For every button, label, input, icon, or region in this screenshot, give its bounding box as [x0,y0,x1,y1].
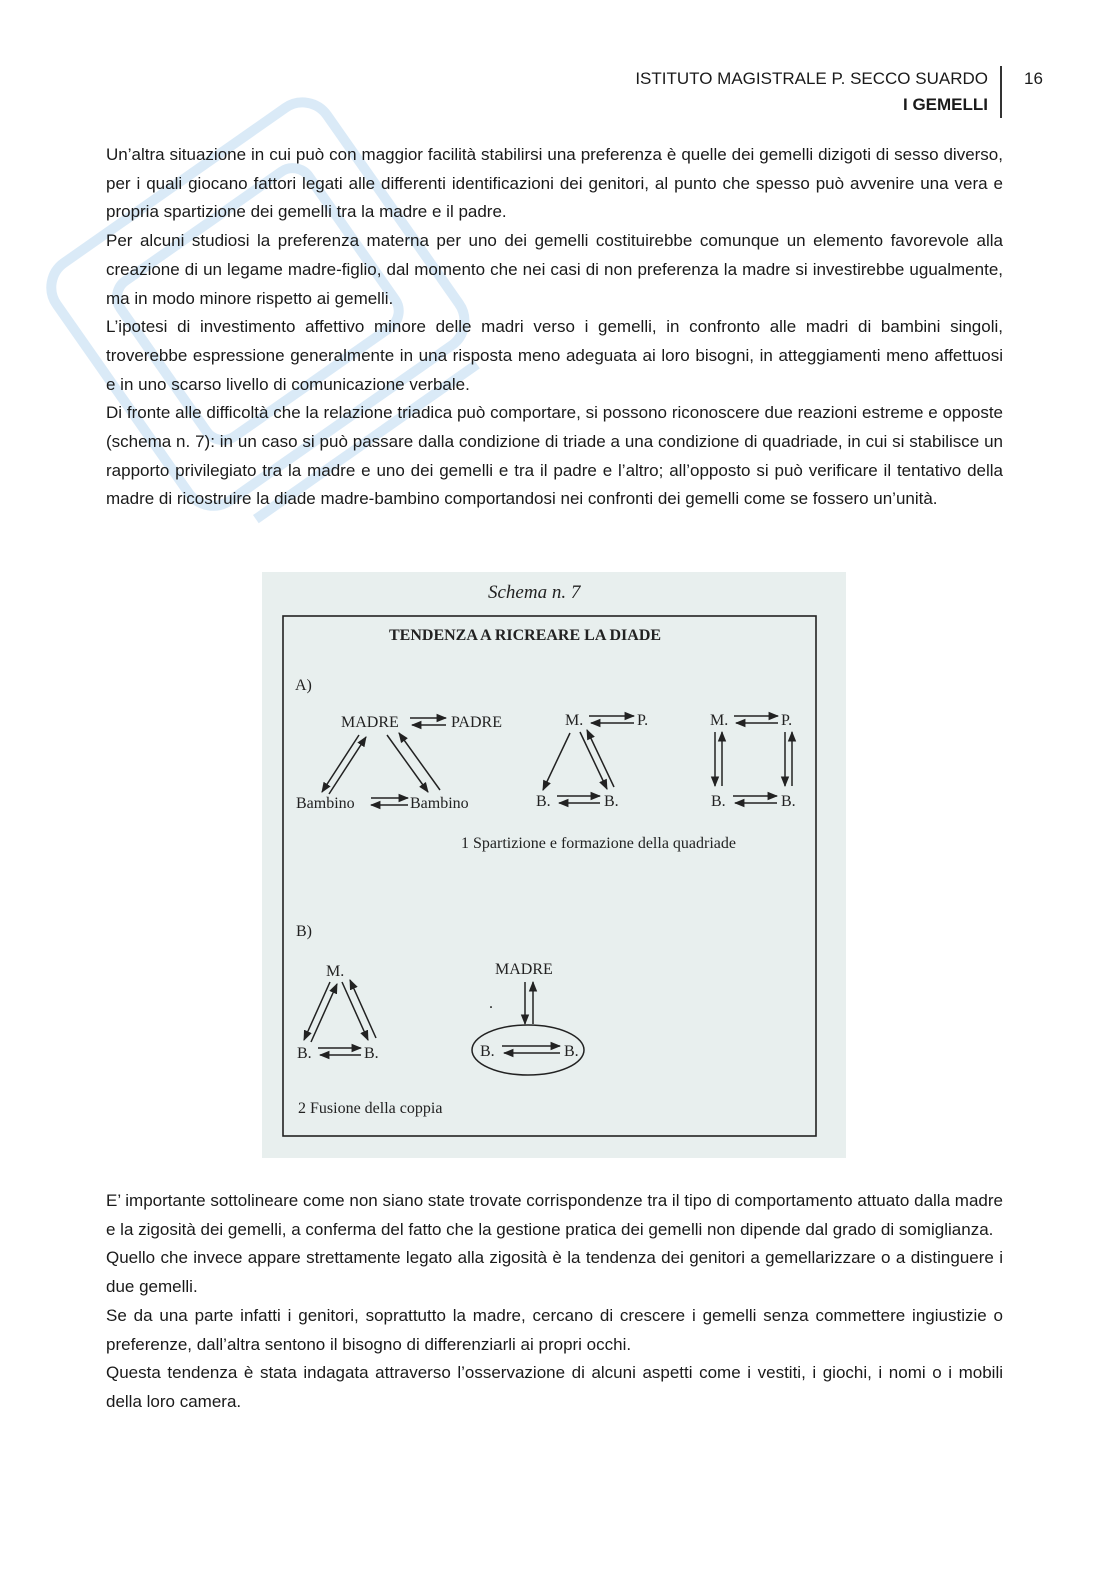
label-fusione: 2 Fusione della coppia [298,1100,443,1117]
paragraph: Di fronte alle difficoltà che la relazione triadica può comportare, si possono riconoscere due reazioni estreme e opposte (schema n. 7): in un caso si può passare dalla condizione di triade a una condizione di quadriade, in cui si stabilisce un rapporto privilegiato tra la madre e uno dei gemelli e tra il padre e l’altro; all’opposto si può verificare il tentativo della madre di ricostruire la diade madre-bambino comportandosi nei confronti dei gemelli come se fossero un’unità. [106,403,1003,509]
paragraph: Se da una parte infatti i genitori, soprattutto la madre, cercano di crescere i gemelli senza commettere ingiustizie o preferenze, dall’altra sentono il bisogno di differenziarli ai propri occhi. [106,1305,1003,1354]
label-quadriade: 1 Spartizione e formazione della quadriade [461,835,736,852]
node-b-b2-right: B. [564,1043,579,1060]
arrows-b1 [304,980,376,1055]
node-padre: PADRE [451,714,502,731]
node-b-a3-left: B. [711,793,726,810]
arrows-a3 [715,716,792,803]
schema-title: TENDENZA A RICREARE LA DIADE [389,627,662,644]
page-header [635,66,1002,118]
section-a-label: A) [295,677,312,694]
body-text-top [106,141,1003,514]
node-bambino-left: Bambino [296,795,355,812]
schema-figure [262,572,846,1158]
body-text-bottom [106,1187,1003,1417]
page-number: 16 [1024,69,1043,88]
node-b-a2-right: B. [604,793,619,810]
node-b-a2-left: B. [536,793,551,810]
node-b-b1-left: B. [297,1045,312,1062]
node-madre: MADRE [341,714,399,731]
schema-dot: . [489,995,493,1012]
schema-caption: Schema n. 7 [488,582,581,603]
paragraph: Questa tendenza è stata indagata attraverso l’osservazione di alcuni aspetti come i vestiti, i giochi, i nomi o i mobili della loro camera. [106,1363,1003,1411]
node-b-b1-right: B. [364,1045,379,1062]
paragraph: Un’altra situazione in cui può con maggior facilità stabilirsi una preferenza è quelle dei gemelli dizigoti di sesso diverso, per i quali giocano fattori legati alle differenti identificazioni dei genitori, al punto che spesso può avvenire una vera e propria spartizione dei gemelli tra la madre e il padre. [106,145,1003,222]
node-m-b1: M. [326,963,345,980]
paragraph: Per alcuni studiosi la preferenza materna per uno dei gemelli costituirebbe comunque un elemento favorevole alla creazione di un legame madre-figlio, dal momento che nei casi di non preferenza la madre si investirebbe ugualmente, ma in modo minore rispetto ai gemelli. [106,231,1003,308]
paragraph: L’ipotesi di investimento affettivo minore delle madri verso i gemelli, in confronto alle madri di bambini singoli, troverebbe espressione generalmente in una risposta meno adeguata ai loro bisogni, in atteggiamenti meno affettuosi e in uno scarso livello di comunicazione verbale. [106,317,1003,394]
header-institute: ISTITUTO MAGISTRALE P. SECCO SUARDO [635,69,988,88]
node-m-a3: M. [710,712,729,729]
header-section: I GEMELLI [903,95,988,114]
paragraph: E’ importante sottolineare come non siano state trovate corrispondenze tra il tipo di comportamento attuato dalla madre e la zigosità dei gemelli, a conferma del fatto che la gestione pratica dei gemelli non dipende dal grado di somiglianza. [106,1191,1003,1239]
node-b-b2-left: B. [480,1043,495,1060]
node-b-a3-right: B. [781,793,796,810]
node-bambino-right: Bambino [410,795,469,812]
node-p-a3: P. [781,712,793,729]
arrows-a2 [543,716,634,803]
section-b-label: B) [296,923,312,940]
node-madre-b2: MADRE [495,961,553,978]
schema-frame [283,616,816,1136]
arrows-a1 [322,718,446,805]
schema-diagram [262,572,846,1158]
node-m-a2: M. [565,712,584,729]
node-p-a2: P. [637,712,649,729]
paragraph: Quello che invece appare strettamente legato alla zigosità è la tendenza dei genitori a gemellarizzare o a distinguere i due gemelli. [106,1248,1003,1297]
